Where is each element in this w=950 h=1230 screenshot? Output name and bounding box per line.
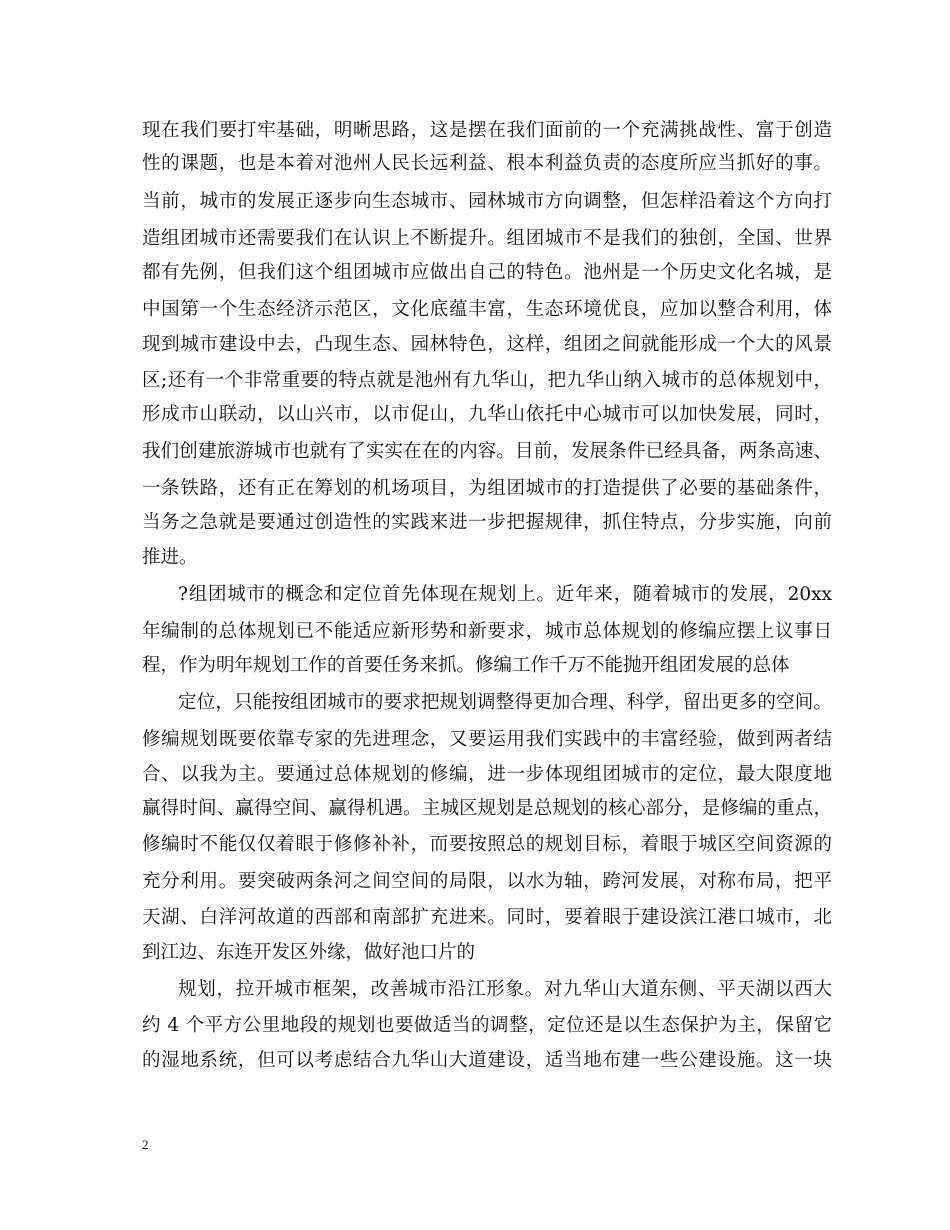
body-text-line: 推进。 — [142, 547, 198, 568]
paragraph-first-line: 规划，拉开城市框架，改善城市沿江形象。对九华山大道东侧、平天湖以西大 — [178, 979, 832, 1000]
body-text-line: 都有先例，但我们这个组团城市应做出自己的特色。池州是一个历史文化名城，是 — [142, 262, 832, 283]
body-text-line: 性的课题，也是本着对池州人民长远利益、根本利益负责的态度所应当抓好的事。 — [142, 153, 832, 174]
page-number: 2 — [142, 1137, 149, 1152]
body-text-line: 赢得时间、赢得空间、赢得机遇。主城区规划是总规划的核心部分，是修编的重点， — [142, 798, 832, 819]
body-text-line: 我们创建旅游城市也就有了实实在在的内容。目前，发展条件已经具备，两条高速、 — [142, 441, 832, 462]
body-text-line: 当前，城市的发展正逐步向生态城市、园林城市方向调整，但怎样沿着这个方向打 — [142, 191, 832, 212]
body-text-line: 一条铁路，还有正在筹划的机场项目，为组团城市的打造提供了必要的基础条件， — [142, 478, 832, 499]
body-text-line: 现到城市建设中去，凸现生态、园林特色，这样，组团之间就能形成一个大的风景 — [142, 334, 832, 355]
paragraph-first-line: ?组团城市的概念和定位首先体现在规划上。近年来，随着城市的发展，20xx — [178, 584, 832, 605]
body-text-line: 造组团城市还需要我们在认识上不断提升。组团城市不是我们的独创，全国、世界 — [142, 228, 832, 249]
body-text-line: 程，作为明年规划工作的首要任务来抓。修编工作千万不能抛开组团发展的总体 — [142, 655, 790, 676]
body-text-line: 现在我们要打牢基础，明晰思路，这是摆在我们面前的一个充满挑战性、富于创造 — [142, 120, 832, 141]
body-text-line: 的湿地系统，但可以考虑结合九华山大道建设，适当地布建一些公建设施。这一块 — [142, 1050, 832, 1071]
body-text-line: 区;还有一个非常重要的特点就是池州有九华山，把九华山纳入城市的总体规划中， — [142, 370, 832, 391]
body-text-line: 到江边、东连开发区外缘，做好池口片的 — [142, 942, 476, 963]
body-text-line: 中国第一个生态经济示范区，文化底蕴丰富，生态环境优良，应加以整合利用，体 — [142, 299, 832, 320]
body-text-line: 年编制的总体规划已不能适应新形势和新要求，城市总体规划的修编应摆上议事日 — [142, 621, 832, 642]
body-text-line: 合、以我为主。要通过总体规划的修编，进一步体现组团城市的定位，最大限度地 — [142, 764, 832, 785]
body-text-line: 约 4 个平方公里地段的规划也要做适当的调整，定位还是以生态保护为主，保留它 — [142, 1015, 832, 1036]
body-text-line: 充分利用。要突破两条河之间空间的局限，以水为轴，跨河发展，对称布局，把平 — [142, 871, 832, 892]
body-text-line: 修编时不能仅仅着眼于修修补补，而要按照总的规划目标，着眼于城区空间资源的 — [142, 834, 832, 855]
body-text-line: 形成市山联动，以山兴市，以市促山，九华山依托中心城市可以加快发展，同时， — [142, 404, 832, 425]
body-text-line: 修编规划既要依靠专家的先进理念，又要运用我们实践中的丰富经验，做到两者结 — [142, 729, 832, 750]
body-text-line: 天湖、白洋河故道的西部和南部扩充进来。同时，要着眼于建设滨江港口城市，北 — [142, 907, 832, 928]
paragraph-first-line: 定位，只能按组团城市的要求把规划调整得更加合理、科学，留出更多的空间。 — [178, 692, 832, 713]
body-text-line: 当务之急就是要通过创造性的实践来进一步把握规律，抓住特点，分步实施，向前 — [142, 512, 832, 533]
